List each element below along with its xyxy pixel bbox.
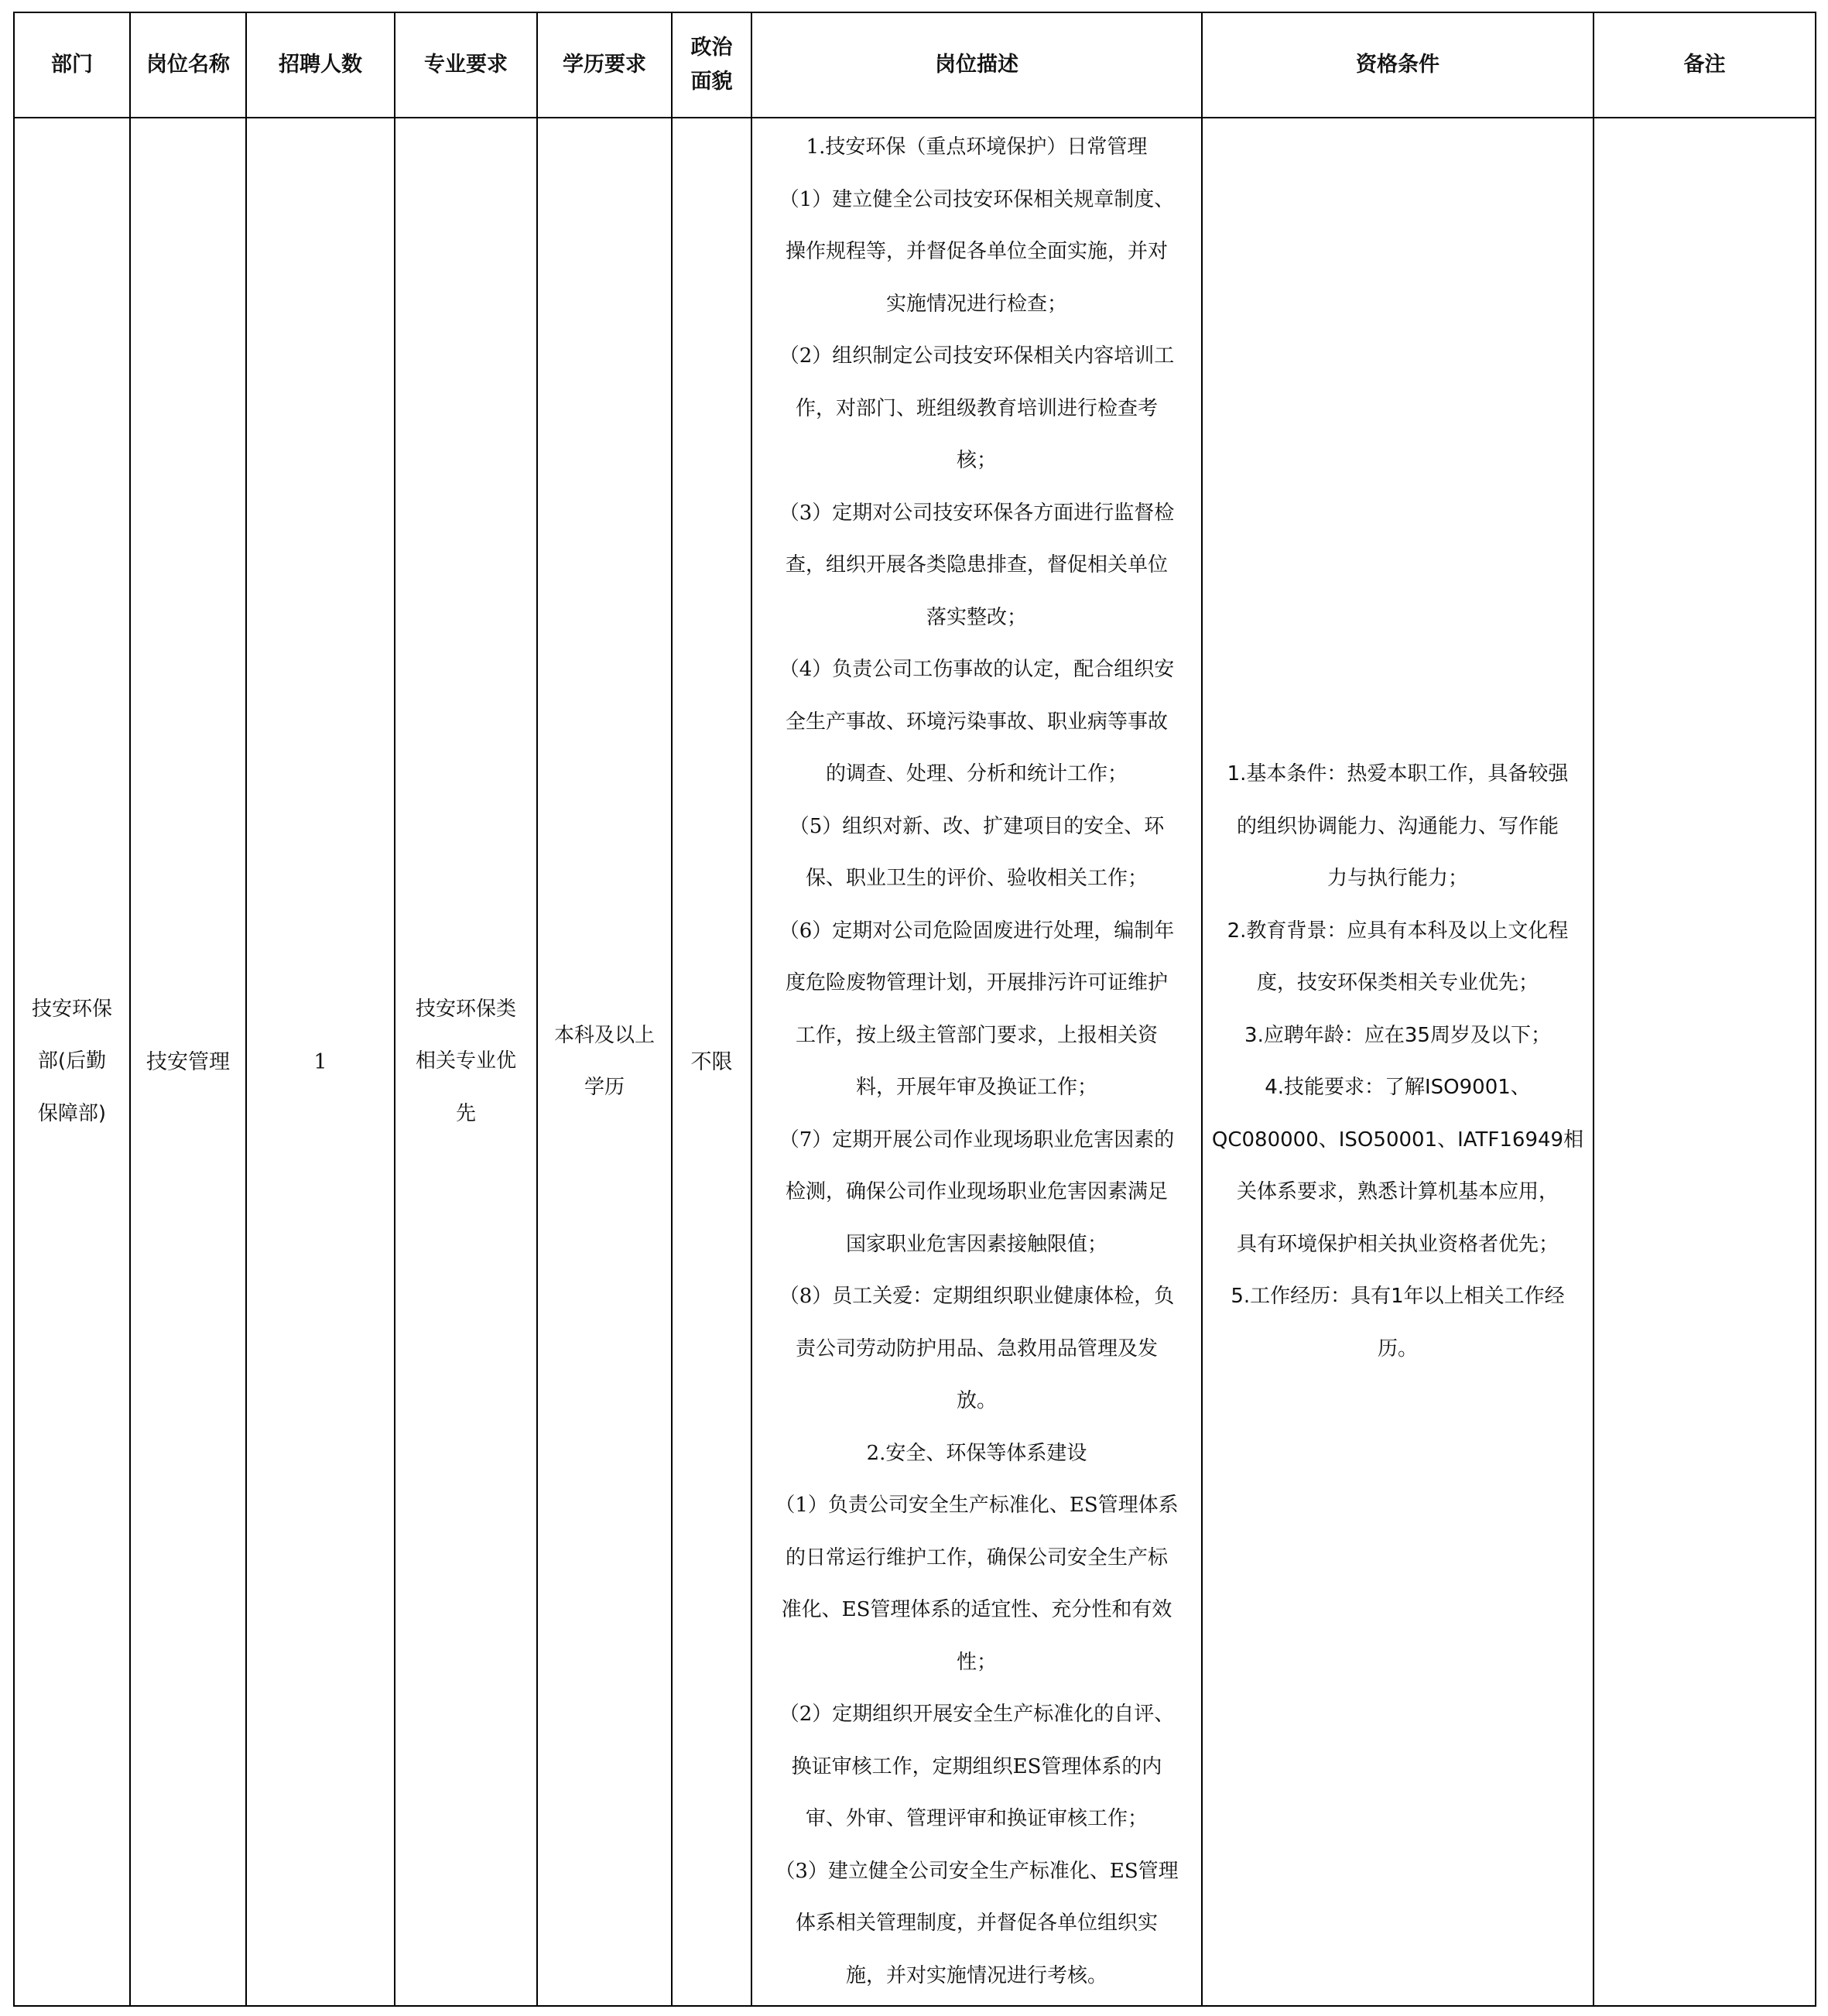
text-line: 责公司劳动防护用品、急救用品管理及发 — [795, 1337, 1158, 1361]
cell-major — [395, 118, 537, 2006]
text-line: （5）组织对新、改、扩建项目的安全、环 — [789, 814, 1165, 838]
text-line: 保障部) — [37, 1101, 107, 1125]
text-line: 5.工作经历：具有1年以上相关工作经 — [1231, 1285, 1565, 1308]
cell-position: 技安管理 — [130, 118, 246, 2006]
text-line: 的组织协调能力、沟通能力、写作能 — [1236, 814, 1559, 838]
text-line: 的日常运行维护工作，确保公司安全生产标 — [785, 1545, 1168, 1569]
text-line: 性； — [956, 1650, 997, 1674]
text-line: 落实整改； — [926, 605, 1027, 629]
text-line: 核； — [956, 449, 997, 472]
text-line: 历。 — [1377, 1337, 1418, 1361]
text-line: （8）员工关爱：定期组织职业健康体检，负 — [779, 1285, 1175, 1308]
text-line: 料，开展年审及换证工作； — [855, 1076, 1097, 1099]
text-line: 度危险废物管理计划，开展排污许可证维护 — [785, 971, 1168, 994]
text-line: 度，技安环保类相关专业优先； — [1256, 971, 1539, 994]
text-line: 学历 — [584, 1076, 625, 1099]
text-line: （1）建立健全公司技安环保相关规章制度、 — [779, 187, 1175, 211]
cell-qualification — [1202, 118, 1594, 2006]
text-line: （3）定期对公司技安环保各方面进行监督检 — [779, 501, 1175, 525]
header-description: 岗位描述 — [751, 12, 1202, 118]
header-department: 部门 — [14, 12, 130, 118]
cell-remarks — [1594, 118, 1816, 2006]
text-line: 技安环保类 — [415, 997, 516, 1021]
text-line: 关体系要求，熟悉计算机基本应用， — [1236, 1180, 1559, 1203]
header-political: 政治面貌 — [672, 12, 751, 118]
text-line: 的调查、处理、分析和统计工作； — [825, 762, 1128, 786]
header-row — [14, 12, 1816, 118]
text-line: （2）定期组织开展安全生产标准化的自评、 — [779, 1703, 1175, 1726]
text-line: 技安环保 — [31, 997, 112, 1021]
header-major: 专业要求 — [395, 12, 537, 118]
text-line: 本科及以上 — [553, 1023, 655, 1047]
cell-count: 1 — [246, 118, 395, 2006]
text-line: 放。 — [956, 1389, 997, 1412]
text-line: 2.安全、环保等体系建设 — [866, 1441, 1087, 1465]
text-line: （3）建立健全公司安全生产标准化、ES管理 — [775, 1859, 1179, 1883]
text-line: 工作，按上级主管部门要求，上报相关资 — [795, 1023, 1158, 1047]
cell-education — [537, 118, 672, 2006]
text-line: 换证审核工作，定期组织ES管理体系的内 — [791, 1754, 1162, 1778]
table-row — [14, 118, 1816, 2006]
header-position: 岗位名称 — [130, 12, 246, 118]
text-line: 国家职业危害因素接触限值； — [845, 1232, 1107, 1256]
text-line: 相关专业优 — [415, 1049, 516, 1073]
text-line: （7）定期开展公司作业现场职业危害因素的 — [779, 1128, 1175, 1152]
cell-department — [14, 118, 130, 2006]
text-line: 审、外审、管理评审和换证审核工作； — [805, 1807, 1148, 1830]
text-line: 实施情况进行检查； — [885, 292, 1067, 316]
text-line: 3.应聘年龄：应在35周岁及以下； — [1244, 1023, 1551, 1047]
text-line: 部(后勤 — [37, 1049, 107, 1073]
text-line: 全生产事故、环境污染事故、职业病等事故 — [785, 710, 1168, 734]
text-line: 力与执行能力； — [1326, 867, 1468, 890]
text-line: QC080000、ISO50001、IATF16949相 — [1211, 1128, 1584, 1152]
header-education: 学历要求 — [537, 12, 672, 118]
text-line: （2）组织制定公司技安环保相关内容培训工 — [779, 344, 1175, 368]
text-line: （1）负责公司安全生产标准化、ES管理体系 — [775, 1494, 1179, 1517]
text-line: 1.技安环保（重点环境保护）日常管理 — [806, 135, 1148, 159]
text-line: 具有环境保护相关执业资格者优先； — [1236, 1232, 1559, 1256]
text-line: 1.基本条件：热爱本职工作，具备较强 — [1227, 762, 1569, 786]
text-line: 体系相关管理制度，并督促各单位组织实 — [795, 1912, 1158, 1935]
text-line: 检测，确保公司作业现场职业危害因素满足 — [785, 1180, 1168, 1203]
text-line: 2.教育背景：应具有本科及以上文化程 — [1227, 919, 1569, 943]
text-line: 查，组织开展各类隐患排查，督促相关单位 — [785, 553, 1168, 577]
header-qualification: 资格条件 — [1202, 12, 1594, 118]
text-line: 4.技能要求：了解ISO9001、 — [1265, 1076, 1531, 1099]
header-count: 招聘人数 — [246, 12, 395, 118]
cell-description — [751, 118, 1202, 2006]
cell-political: 不限 — [672, 118, 751, 2006]
header-remarks: 备注 — [1594, 12, 1816, 118]
text-line: 操作规程等，并督促各单位全面实施，并对 — [785, 240, 1168, 263]
text-line: 准化、ES管理体系的适宜性、充分性和有效 — [781, 1598, 1172, 1621]
text-line: 先 — [455, 1101, 476, 1125]
text-line: 作，对部门、班组级教育培训进行检查考 — [795, 396, 1158, 420]
text-line: （4）负责公司工伤事故的认定，配合组织安 — [779, 658, 1175, 681]
text-line: 保、职业卫生的评价、验收相关工作； — [805, 867, 1148, 890]
text-line: 施，并对实施情况进行考核。 — [845, 1963, 1107, 1987]
recruitment-table — [13, 12, 1816, 2007]
text-line: （6）定期对公司危险固废进行处理，编制年 — [779, 919, 1175, 943]
